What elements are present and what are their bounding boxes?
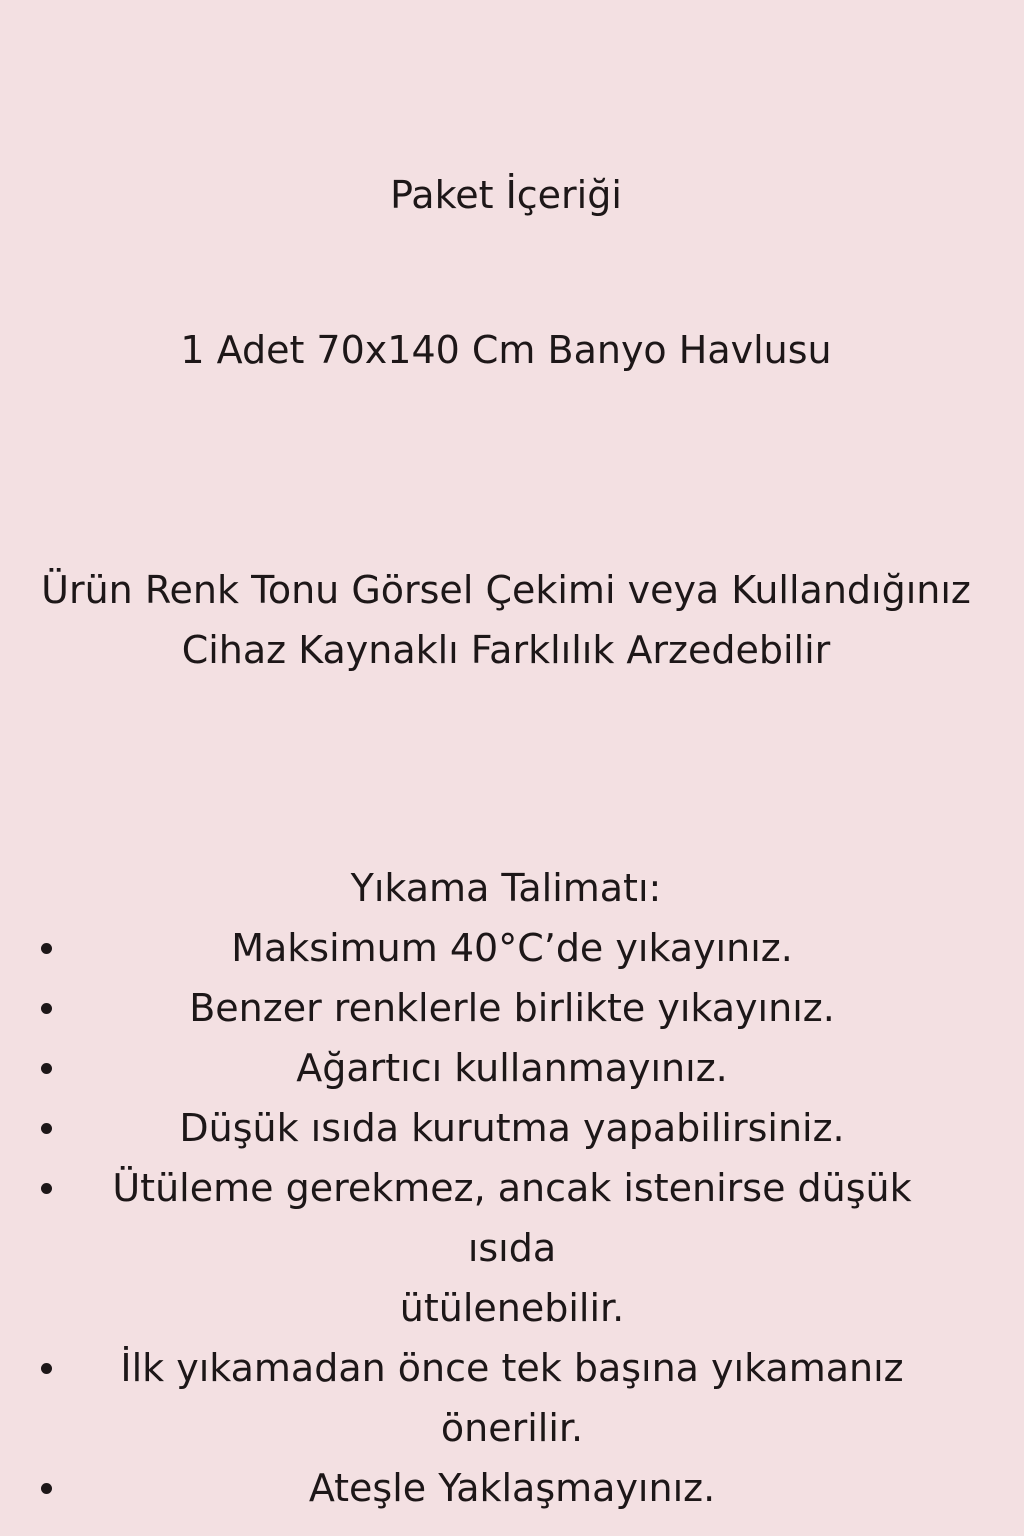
wash-instructions-title: Yıkama Talimatı: xyxy=(350,866,662,910)
wash-item-text xyxy=(95,1338,929,1458)
wash-item-text xyxy=(95,1098,929,1158)
package-item: 1 Adet 70x140 Cm Banyo Havlusu xyxy=(180,328,832,372)
wash-instructions-list xyxy=(0,918,1024,1518)
color-disclaimer xyxy=(0,560,1018,680)
wash-item-similar-colors xyxy=(0,978,929,1038)
wash-item-line: Ateşle Yaklaşmayınız. xyxy=(308,1466,716,1510)
wash-item-text xyxy=(95,978,929,1038)
disclaimer-line-2: Cihaz Kaynaklı Farklılık Arzedebilir xyxy=(181,628,831,672)
bullet-dot-icon xyxy=(41,943,52,954)
wash-item-line: önerilir. xyxy=(440,1406,584,1450)
wash-item-no-bleach xyxy=(0,1038,929,1098)
bullet-dot-icon xyxy=(41,1183,52,1194)
wash-item-line: Ütüleme gerekmez, ancak istenirse düşük ısıda xyxy=(112,1166,912,1270)
package-title: Paket İçeriği xyxy=(390,173,622,217)
wash-item-low-heat-dry xyxy=(0,1098,929,1158)
bullet-dot-icon xyxy=(41,1363,52,1374)
wash-item-line: Maksimum 40°C’de yıkayınız. xyxy=(231,926,793,970)
wash-item-text xyxy=(95,1038,929,1098)
bullet-dot-icon xyxy=(41,1003,52,1014)
bullet-dot-icon xyxy=(41,1483,52,1494)
wash-item-text xyxy=(95,1458,929,1518)
bullet-dot-icon xyxy=(41,1123,52,1134)
disclaimer-line-1: Ürün Renk Tonu Görsel Çekimi veya Kullandığınız xyxy=(41,568,971,612)
wash-item-line: Düşük ısıda kurutma yapabilirsiniz. xyxy=(179,1106,845,1150)
wash-item-ironing xyxy=(0,1158,929,1338)
wash-item-line: Ağartıcı kullanmayınız. xyxy=(296,1046,728,1090)
wash-item-line: Benzer renklerle birlikte yıkayınız. xyxy=(189,986,835,1030)
wash-item-text xyxy=(95,918,929,978)
wash-item-keep-from-fire xyxy=(0,1458,929,1518)
wash-item-line: İlk yıkamadan önce tek başına yıkamanız xyxy=(120,1346,904,1390)
wash-item-text xyxy=(95,1158,929,1338)
wash-item-first-wash-alone xyxy=(0,1338,929,1458)
bullet-dot-icon xyxy=(41,1063,52,1074)
wash-item-line: ütülenebilir. xyxy=(399,1286,625,1330)
wash-item-max-temperature xyxy=(0,918,929,978)
